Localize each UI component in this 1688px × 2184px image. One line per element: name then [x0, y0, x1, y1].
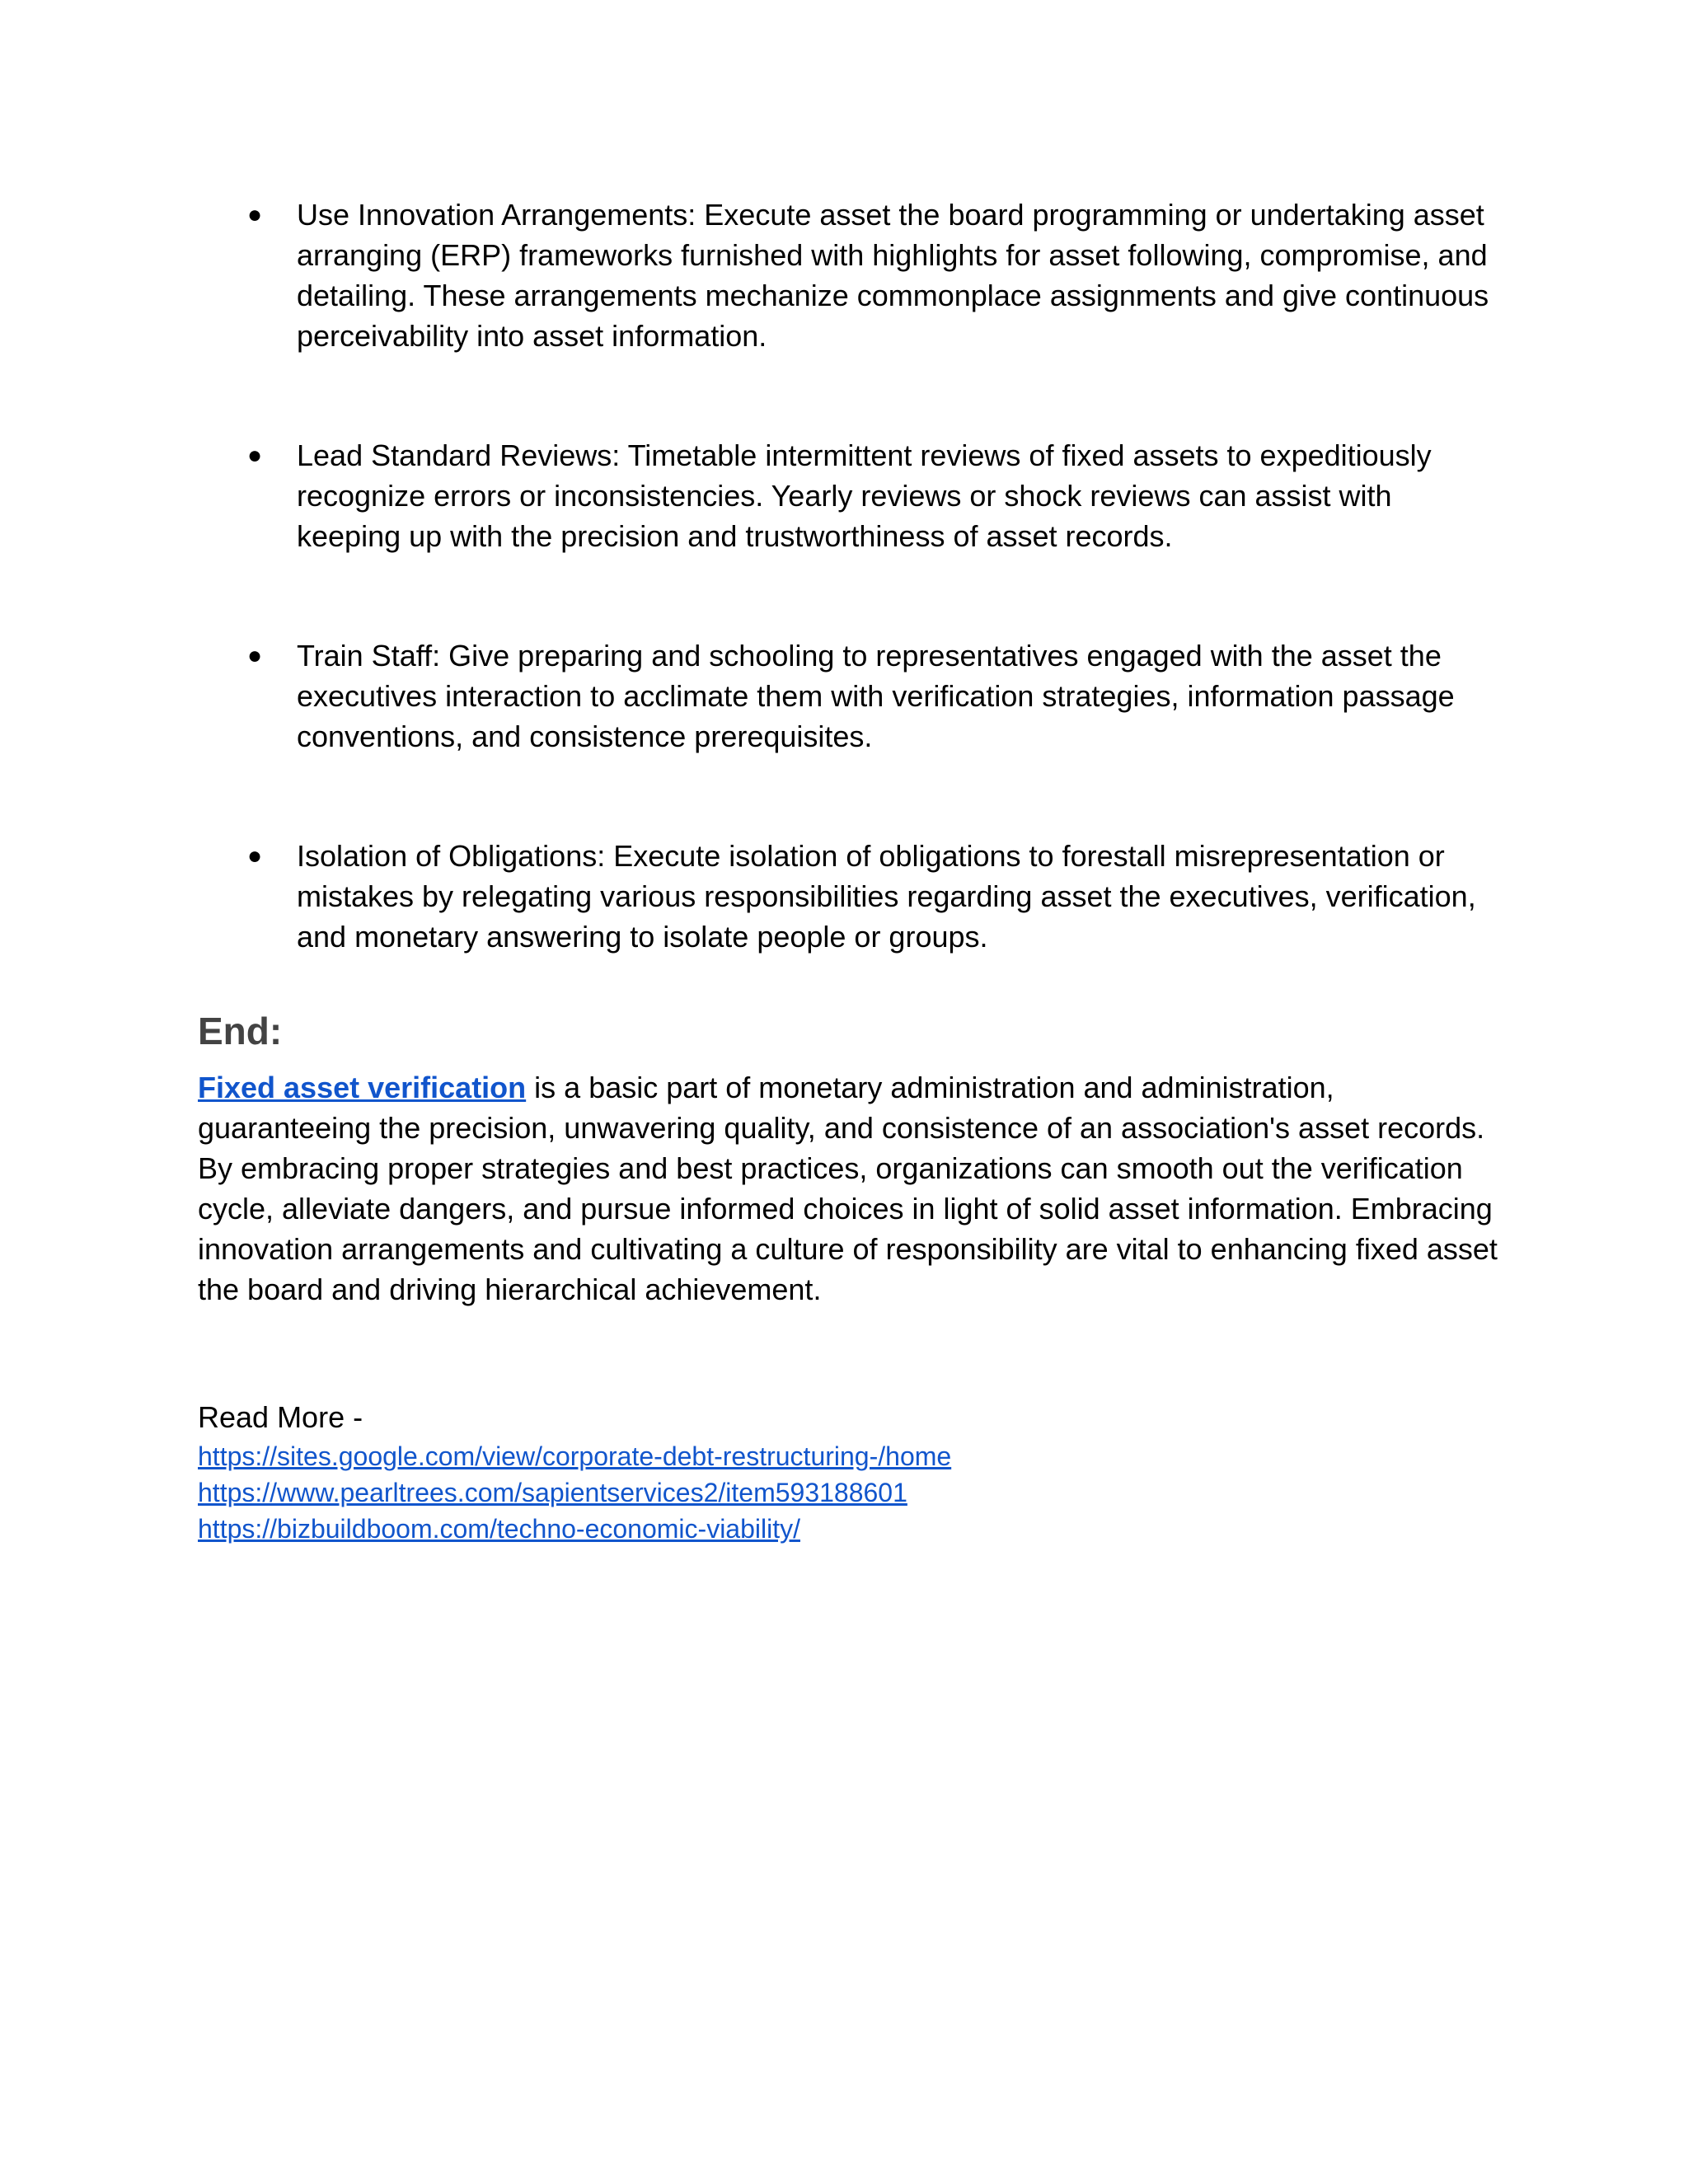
bullet-marker-icon: ● [247, 842, 263, 869]
bullet-marker-icon: ● [247, 442, 263, 469]
bullet-text: Use Innovation Arrangements: Execute asset the board programming or undertaking asset arranging (ERP) frameworks furnished with highlights for asset following, compromise, and detailing. These arrangements mechanize commonplace assignments and give continuous perceivability into asset information. [297, 198, 1489, 353]
bullet-text: Isolation of Obligations: Execute isolation of obligations to forestall misrepresentation or mistakes by relegating various responsibilities regarding asset the executives, verification, and monetary answering to isolate people or groups. [297, 839, 1476, 954]
read-more-link-pearltrees[interactable]: https://www.pearltrees.com/sapientservices2/item593188601 [198, 1478, 907, 1507]
end-paragraph-text: is a basic part of monetary administration and administration, guaranteeing the precision, unwavering quality, and consistence of an association's asset records. By embracing proper strategies and best practices, organizations can smooth out the verification cycle, alleviate dangers, and pursue informed choices in light of solid asset information. Embracing innovation arrangements and cultivating a culture of responsibility are vital to enhancing fixed asset the board and driving hierarchical achievement. [198, 1071, 1498, 1306]
bullet-item-innovation-arrangements [198, 194, 1500, 356]
bullet-item-standard-reviews [198, 435, 1500, 556]
read-more-label: Read More - [198, 1400, 363, 1434]
read-more-links [198, 1438, 1500, 1547]
bullet-item-isolation-of-obligations [198, 836, 1500, 957]
bullet-marker-icon: ● [247, 642, 263, 669]
bullet-text: Train Staff: Give preparing and schooling to representatives engaged with the asset the executives interaction to acclimate them with verification strategies, information passage conventions, and consistence prerequisites. [297, 639, 1455, 753]
bullet-text: Lead Standard Reviews: Timetable intermittent reviews of fixed assets to expeditiously recognize errors or inconsistencies. Yearly reviews or shock reviews can assist with keeping up with the precision and trustworthiness of asset records. [297, 438, 1432, 553]
end-heading: End: [198, 1010, 283, 1052]
end-paragraph [198, 1067, 1500, 1310]
document-content [198, 194, 1500, 1547]
bullet-marker-icon: ● [247, 201, 263, 228]
bullet-list [198, 194, 1500, 957]
read-more-link-google-sites[interactable]: https://sites.google.com/view/corporate-debt-restructuring-/home [198, 1441, 952, 1471]
fixed-asset-verification-link[interactable]: Fixed asset verification [198, 1071, 527, 1104]
read-more-link-bizbuildboom[interactable]: https://bizbuildboom.com/techno-economic-viability/ [198, 1514, 800, 1544]
bullet-item-train-staff [198, 635, 1500, 757]
